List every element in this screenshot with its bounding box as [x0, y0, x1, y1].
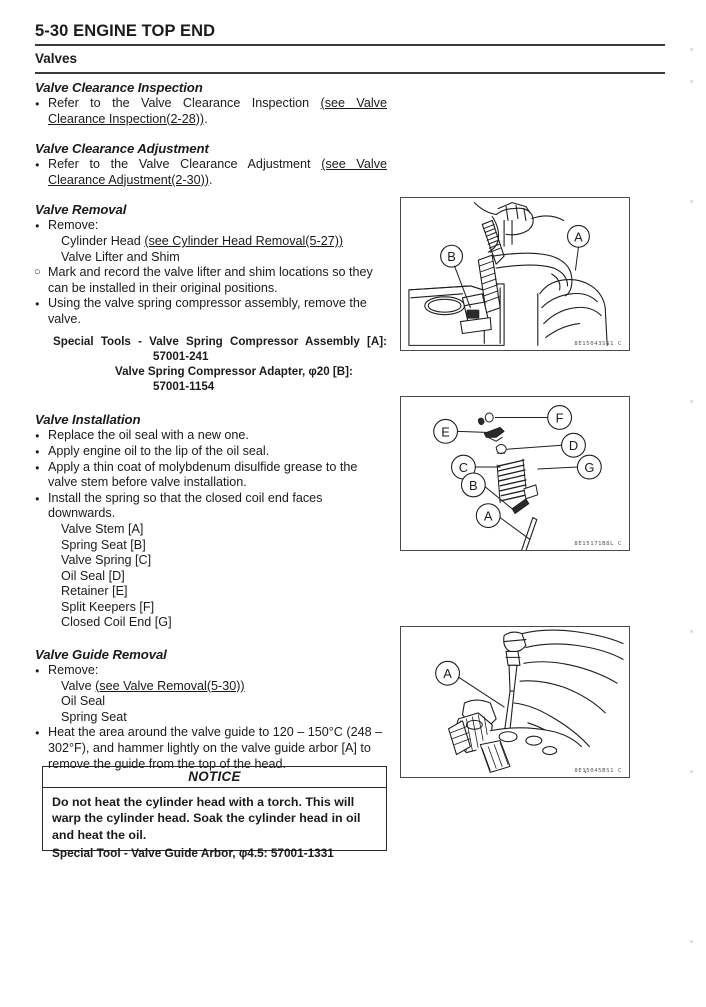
scan-artifact [690, 400, 693, 403]
figure-valve-guide-arbor [400, 626, 630, 778]
callout-A: A [574, 229, 583, 245]
figure-1-drawing [401, 198, 629, 350]
remove-item: Valve Lifter and Shim [61, 249, 180, 264]
bullet-tail: . [204, 111, 208, 126]
figure-code: 8E15171B8L C [574, 541, 622, 547]
list-item: ● Remove: [35, 218, 387, 234]
callout-G: G [584, 460, 595, 476]
figure-valve-spring-compressor [400, 197, 630, 351]
callout-A: A [483, 508, 493, 524]
heading-valve-clearance-inspection: Valve Clearance Inspection [35, 80, 203, 95]
heading-valve-installation: Valve Installation [35, 412, 141, 428]
list-valve-removal-notes [35, 265, 387, 327]
part-label: Valve Spring [C] [61, 553, 152, 568]
part-label: Split Keepers [F] [61, 599, 155, 614]
callout-C: C [458, 460, 469, 476]
scan-artifact [690, 48, 693, 51]
header-rule-top [35, 44, 665, 46]
callout-D: D [568, 438, 579, 454]
remove-item: Oil Seal [61, 694, 106, 709]
notice-box [42, 766, 387, 851]
scan-artifact [690, 940, 693, 943]
part-label: Oil Seal [D] [61, 568, 125, 583]
callout-B: B [469, 477, 478, 493]
special-tools-block [35, 334, 387, 395]
figure-3-drawing [401, 627, 629, 777]
part-label: Valve Stem [A] [61, 521, 144, 536]
callout-A: A [443, 666, 452, 682]
list-item-note: ○ Mark and record the valve lifter and shim locations so they can be installed in their original positions. [35, 265, 387, 296]
cross-reference-link[interactable]: (see Valve Removal(5-30)) [95, 678, 245, 693]
list-item: ● Remove: [35, 663, 387, 679]
part-label: Retainer [E] [61, 584, 128, 599]
figure-2-drawing [401, 397, 629, 550]
list-item [35, 96, 387, 127]
notice-title: NOTICE [43, 767, 386, 788]
figure-code: 8E15043SS1 C [574, 341, 622, 347]
figure-valve-assembly [400, 396, 630, 551]
heading-valve-guide-removal: Valve Guide Removal [35, 647, 167, 663]
list-valve-clearance-adjustment [35, 157, 387, 188]
list-item: ● Apply a thin coat of molybdenum disulfide grease to the valve stem before valve installation. [35, 460, 387, 491]
list-valve-clearance-inspection [35, 96, 387, 127]
heading-valve-clearance-adjustment: Valve Clearance Adjustment [35, 141, 209, 157]
callout-F: F [555, 410, 564, 426]
special-tools-row [53, 334, 387, 349]
scan-artifact [690, 80, 693, 83]
scan-artifact [690, 770, 693, 773]
part-label: Closed Coil End [G] [61, 615, 172, 630]
body-column [35, 80, 387, 772]
page-title: 5-30 ENGINE TOP END [35, 22, 216, 40]
cross-reference-link[interactable]: (see Cylinder Head Removal(5-27)) [144, 233, 344, 248]
special-tool-footer: Special Tool - Valve Guide Arbor, φ4.5: 57001-1331 [52, 846, 334, 860]
header-rule-bottom [35, 72, 665, 74]
list-item: ● Install the spring so that the closed coil end faces downwards. [35, 491, 387, 522]
special-tool-name: Valve Spring Compressor Adapter, φ20 [B]: [115, 364, 353, 378]
callout-B: B [447, 249, 456, 265]
cross-reference-link[interactable]: (see Valve Clearance Adjustment(2-30)) [48, 157, 387, 187]
list-item: ● Using the valve spring compressor assembly, remove the valve. [35, 296, 387, 327]
remove-item-text: Cylinder Head [61, 233, 145, 248]
figure-code: 8E15045BS1 C [574, 768, 622, 774]
remove-item [35, 234, 387, 250]
notice-body: Do not heat the cylinder head with a torch. This will warp the cylinder head. Soak the cylinder head in oil and heat the oil. [52, 795, 361, 842]
list-item: ● Apply engine oil to the lip of the oil seal. [35, 444, 387, 460]
bullet-text: Refer to the Valve Clearance Inspection [48, 96, 321, 110]
special-tool-name: Valve Spring Compressor Assembly [A]: [149, 334, 387, 348]
part-label: Spring Seat [B] [61, 537, 146, 552]
cross-reference-link[interactable]: (see Valve Clearance Inspection(2-28)) [48, 96, 387, 126]
scan-artifact [690, 200, 693, 203]
callout-E: E [441, 424, 450, 440]
list-valve-removal [35, 218, 387, 234]
special-tool-part-number: 57001-1154 [153, 380, 215, 394]
remove-item [35, 679, 387, 695]
special-tools-label: Special Tools - [53, 334, 150, 348]
list-item [35, 157, 387, 188]
bullet-tail: . [209, 172, 213, 187]
section-title: Valves [35, 51, 78, 66]
remove-item: Spring Seat [61, 709, 127, 724]
special-tool-part-number: 57001-241 [153, 349, 209, 363]
list-item: ● Heat the area around the valve guide to 120 – 150°C (248 – 302°F), and hammer lightly on the valve guide arbor [A] to remove the guide from the top of the head. [35, 725, 387, 772]
list-valve-installation [35, 428, 387, 522]
list-valve-guide-removal [35, 663, 387, 679]
remove-item-text: Valve [61, 678, 96, 693]
list-item: ● Replace the oil seal with a new one. [35, 428, 387, 444]
heading-valve-removal: Valve Removal [35, 202, 127, 218]
bullet-text: Refer to the Valve Clearance Adjustment [48, 157, 322, 172]
scan-artifact [690, 630, 693, 633]
